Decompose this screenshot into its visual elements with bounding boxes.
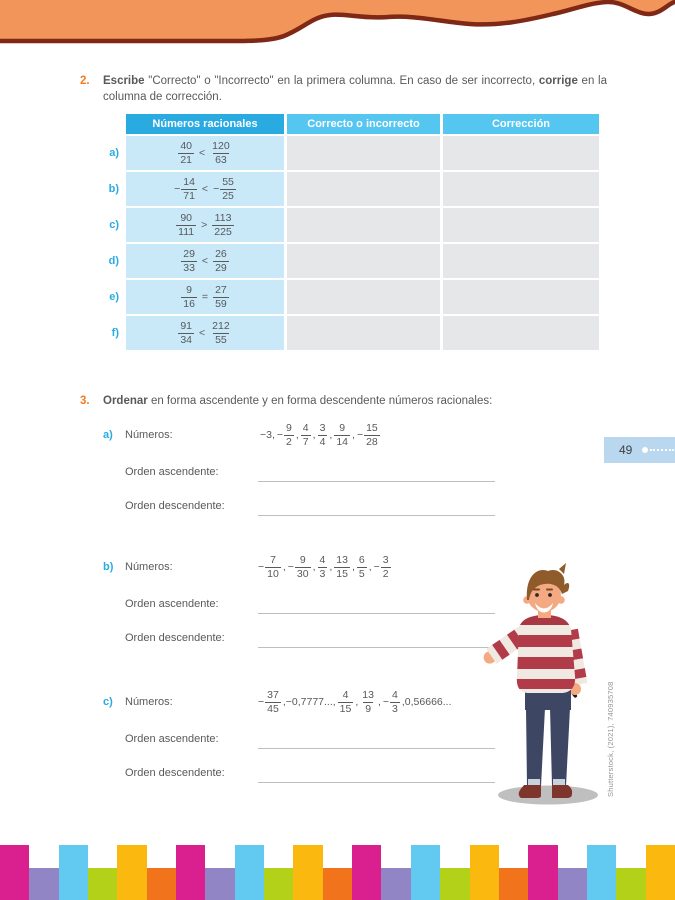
numbers-label: Números: bbox=[125, 696, 173, 708]
footer-color-bar bbox=[470, 845, 499, 900]
fraction: $\frac{120}{63}$ bbox=[212, 139, 230, 166]
footer-color-bar bbox=[587, 845, 616, 900]
footer-color-bar bbox=[616, 868, 645, 900]
item-letter-label: c) bbox=[103, 696, 113, 708]
exercise3-header bbox=[80, 394, 607, 410]
footer-color-bar bbox=[235, 845, 264, 900]
rational-numbers-cell bbox=[126, 280, 284, 314]
ascending-order-label: Orden ascendente: bbox=[125, 733, 219, 745]
fraction: $\frac{4}{7}$ bbox=[302, 421, 309, 448]
instruction-segment: Escribe bbox=[103, 75, 145, 87]
top-wave-decoration bbox=[0, 0, 675, 50]
student-illustration bbox=[483, 558, 613, 808]
ascending-order-row bbox=[125, 462, 497, 482]
sequence-text: , bbox=[329, 561, 333, 573]
exercise3-item-c bbox=[103, 687, 523, 787]
fraction: $\frac{113}{225}$ bbox=[214, 211, 232, 238]
descending-order-label: Orden descendente: bbox=[125, 500, 225, 512]
fraction: − $\frac{3}{2}$ bbox=[373, 553, 389, 580]
sequence-text: , bbox=[312, 429, 316, 441]
fraction: $\frac{26}{29}$ bbox=[215, 247, 227, 274]
ascending-answer-line[interactable] bbox=[258, 729, 495, 749]
exercise2-header bbox=[80, 74, 607, 105]
item-letter-label: a) bbox=[103, 429, 113, 441]
correct-incorrect-cell[interactable] bbox=[287, 316, 440, 350]
table-row bbox=[98, 316, 599, 350]
descending-order-row bbox=[125, 628, 497, 648]
exercise3-item-b bbox=[103, 552, 523, 652]
instruction-segment: en forma ascendente y en forma descendente números racionales: bbox=[147, 395, 493, 407]
instruction-segment: corrige bbox=[538, 75, 578, 87]
numbers-row bbox=[103, 552, 523, 582]
row-letter-label: e) bbox=[109, 291, 119, 303]
numbers-row bbox=[103, 687, 523, 717]
table-row bbox=[98, 172, 599, 206]
row-letter-label: d) bbox=[108, 255, 119, 267]
exercise2-number: 2. bbox=[80, 75, 90, 87]
fraction: $\frac{29}{33}$ bbox=[183, 247, 195, 274]
number-sequence bbox=[258, 690, 454, 715]
footer-color-bar bbox=[176, 845, 205, 900]
fraction: $\frac{4}{3}$ bbox=[319, 553, 326, 580]
descending-order-label: Orden descendente: bbox=[125, 767, 225, 779]
fraction: − $\frac{37}{45}$ bbox=[258, 688, 279, 715]
table-header-row bbox=[98, 114, 599, 134]
sequence-text: , bbox=[312, 561, 316, 573]
fraction: $\frac{90}{111}$ bbox=[178, 211, 195, 238]
item-letter-label: b) bbox=[103, 561, 114, 573]
comparison-operator: < bbox=[199, 327, 206, 339]
comparison-operator: < bbox=[201, 183, 209, 195]
fraction: − $\frac{14}{71}$ bbox=[174, 175, 195, 202]
rational-numbers-cell bbox=[126, 172, 284, 206]
fraction: $\frac{3}{4}$ bbox=[319, 421, 326, 448]
exercise2-instruction bbox=[103, 74, 607, 105]
correction-cell[interactable] bbox=[443, 244, 599, 278]
sequence-text: , bbox=[355, 696, 359, 708]
fraction: − $\frac{15}{28}$ bbox=[356, 421, 378, 448]
page-locator-dotted-line bbox=[650, 449, 674, 451]
row-letter-label: b) bbox=[108, 183, 119, 195]
descending-answer-line[interactable] bbox=[258, 763, 495, 783]
descending-order-row bbox=[125, 496, 497, 516]
sequence-text: , bbox=[282, 561, 286, 573]
descending-order-row bbox=[125, 763, 497, 783]
fraction: − $\frac{9}{2}$ bbox=[276, 421, 292, 448]
instruction-segment: "Correcto" o "Incorrecto" en la primera columna. En caso de ser incorrecto, bbox=[144, 75, 539, 87]
footer-color-bar bbox=[323, 868, 352, 900]
page-locator-dot-icon bbox=[642, 447, 648, 453]
instruction-segment: Ordenar bbox=[103, 395, 148, 407]
header-correct-incorrect: Correcto o incorrecto bbox=[287, 114, 440, 134]
instruction-segment: en la columna de corrección. bbox=[103, 75, 608, 103]
number-sequence bbox=[258, 423, 380, 448]
footer-color-bar bbox=[59, 845, 88, 900]
ascending-order-label: Orden ascendente: bbox=[125, 598, 219, 610]
row-letter-label: c) bbox=[109, 219, 119, 231]
fraction: $\frac{9}{14}$ bbox=[336, 421, 349, 448]
fraction: − $\frac{55}{25}$ bbox=[213, 175, 234, 202]
sequence-text: , bbox=[352, 429, 355, 441]
descending-order-label: Orden descendente: bbox=[125, 632, 225, 644]
table-row bbox=[98, 136, 599, 170]
number-sequence bbox=[258, 555, 391, 580]
correct-incorrect-cell[interactable] bbox=[287, 208, 440, 242]
footer-color-bar bbox=[411, 845, 440, 900]
footer-color-bar bbox=[117, 845, 146, 900]
photo-credit: Shutterstock, (2021), 740935708 bbox=[606, 681, 615, 797]
descending-answer-line[interactable] bbox=[258, 496, 495, 516]
correct-incorrect-cell[interactable] bbox=[287, 280, 440, 314]
table-row bbox=[98, 280, 599, 314]
footer-color-bar bbox=[499, 868, 528, 900]
ascending-order-label: Orden ascendente: bbox=[125, 466, 219, 478]
correction-cell[interactable] bbox=[443, 136, 599, 170]
comparison-operator: < bbox=[199, 147, 206, 159]
footer-color-bar bbox=[646, 845, 675, 900]
footer-color-bar bbox=[147, 868, 176, 900]
page-number: 49 bbox=[619, 443, 633, 457]
sequence-text: , bbox=[368, 561, 372, 573]
rational-numbers-table bbox=[98, 114, 599, 352]
table-row bbox=[98, 244, 599, 278]
fraction: $\frac{9}{16}$ bbox=[183, 283, 195, 310]
sequence-text: , bbox=[295, 429, 299, 441]
rational-numbers-cell bbox=[126, 316, 284, 350]
fraction: $\frac{212}{55}$ bbox=[212, 319, 230, 346]
footer-color-bar bbox=[264, 868, 293, 900]
ascending-answer-line[interactable] bbox=[258, 594, 495, 614]
header-correction: Corrección bbox=[443, 114, 599, 134]
correction-cell[interactable] bbox=[443, 316, 599, 350]
footer-color-bar bbox=[381, 868, 410, 900]
fraction: $\frac{91}{34}$ bbox=[180, 319, 192, 346]
fraction: $\frac{27}{59}$ bbox=[215, 283, 227, 310]
header-rational-numbers: Números racionales bbox=[126, 114, 284, 134]
numbers-row bbox=[103, 420, 523, 450]
footer-color-bar bbox=[352, 845, 381, 900]
footer-color-bar bbox=[0, 845, 29, 900]
descending-answer-line[interactable] bbox=[258, 628, 495, 648]
footer-color-bar bbox=[29, 868, 58, 900]
sequence-text: , bbox=[377, 696, 381, 708]
comparison-operator: = bbox=[201, 291, 209, 303]
page-number-badge bbox=[604, 437, 675, 463]
footer-color-bar bbox=[88, 868, 117, 900]
footer-color-bar bbox=[440, 868, 469, 900]
fraction: − $\frac{7}{10}$ bbox=[258, 553, 279, 580]
footer-bars-decoration bbox=[0, 845, 675, 900]
footer-color-bar bbox=[205, 868, 234, 900]
sequence-text: ,0,56666... bbox=[401, 696, 452, 708]
fraction: − $\frac{9}{30}$ bbox=[287, 553, 309, 580]
ascending-answer-line[interactable] bbox=[258, 462, 495, 482]
correct-incorrect-cell[interactable] bbox=[287, 172, 440, 206]
exercise3-item-a bbox=[103, 420, 523, 520]
exercise3-number: 3. bbox=[80, 395, 90, 407]
correct-incorrect-cell[interactable] bbox=[287, 136, 440, 170]
footer-color-bar bbox=[293, 845, 322, 900]
footer-color-bar bbox=[558, 868, 587, 900]
fraction: − $\frac{4}{3}$ bbox=[382, 688, 398, 715]
rational-numbers-cell bbox=[126, 136, 284, 170]
fraction: $\frac{13}{15}$ bbox=[336, 553, 348, 580]
fraction: $\frac{13}{9}$ bbox=[362, 688, 374, 715]
correction-cell[interactable] bbox=[443, 208, 599, 242]
correction-cell[interactable] bbox=[443, 280, 599, 314]
numbers-label: Números: bbox=[125, 429, 173, 441]
rational-numbers-cell bbox=[126, 244, 284, 278]
correct-incorrect-cell[interactable] bbox=[287, 244, 440, 278]
table-row bbox=[98, 208, 599, 242]
sequence-text: −3, bbox=[260, 429, 275, 441]
numbers-label: Números: bbox=[125, 561, 173, 573]
fraction: $\frac{4}{15}$ bbox=[339, 688, 352, 715]
sequence-text: ,−0,7777..., bbox=[282, 696, 336, 708]
footer-color-bar bbox=[528, 845, 557, 900]
row-letter-label: a) bbox=[109, 147, 119, 159]
sequence-text: , bbox=[329, 429, 333, 441]
ascending-order-row bbox=[125, 594, 497, 614]
comparison-operator: > bbox=[201, 219, 208, 231]
ascending-order-row bbox=[125, 729, 497, 749]
row-letter-label: f) bbox=[111, 327, 119, 339]
rational-numbers-cell bbox=[126, 208, 284, 242]
correction-cell[interactable] bbox=[443, 172, 599, 206]
comparison-operator: < bbox=[201, 255, 209, 267]
exercise3-instruction bbox=[103, 394, 492, 410]
fraction: $\frac{40}{21}$ bbox=[180, 139, 192, 166]
fraction: $\frac{6}{5}$ bbox=[358, 553, 365, 580]
sequence-text: , bbox=[351, 561, 355, 573]
